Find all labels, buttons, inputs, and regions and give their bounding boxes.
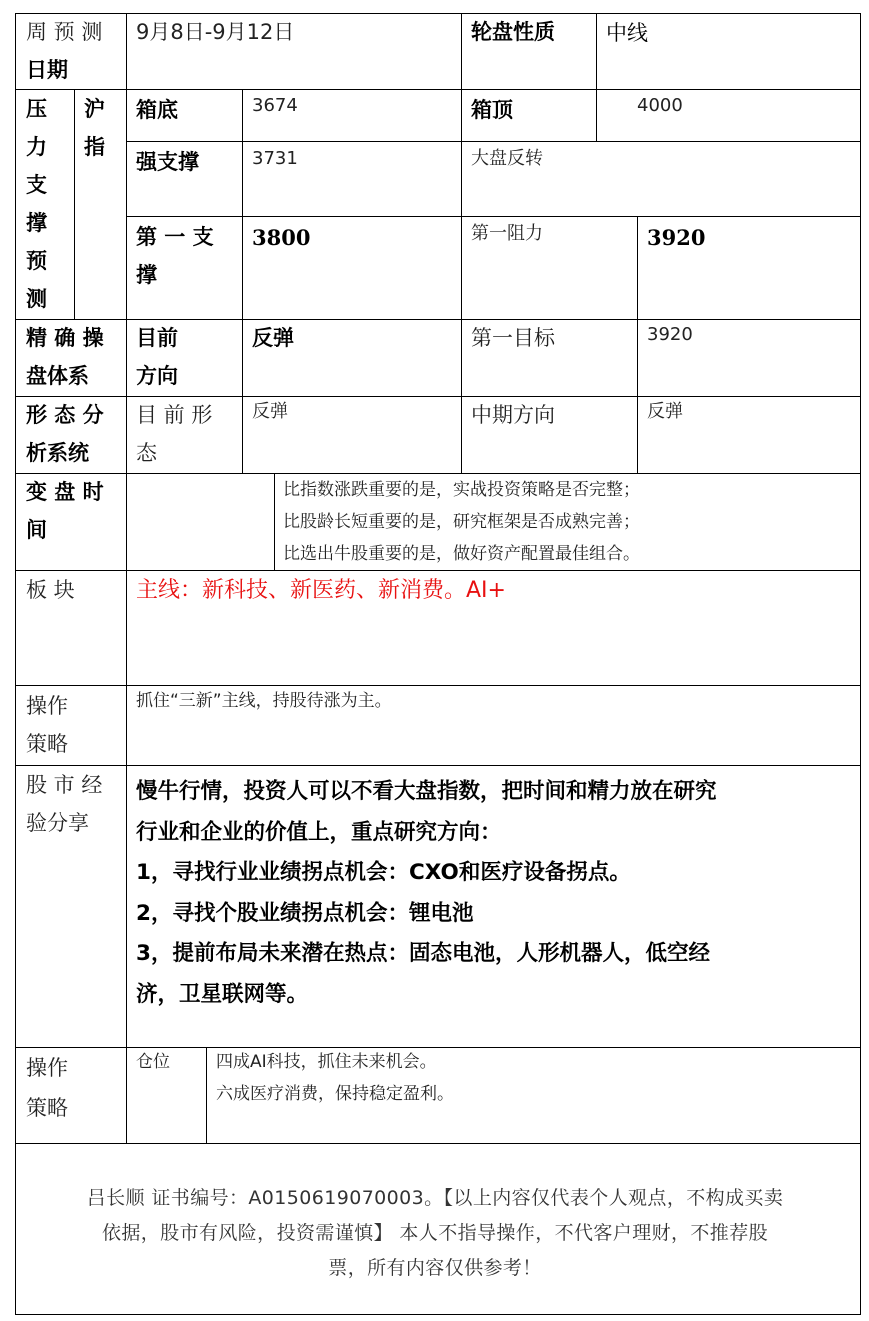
- sector-value: 主线：新科技、新医药、新消费。AI+: [136, 578, 506, 603]
- experience-text: 慢牛行情，投资人可以不看大盘指数，把时间和精力放在研究 行业和企业的价值上，重点研究方向： 1，寻找行业业绩拐点机会：CXO和医疗设备拐点。 2，寻找个股业绩拐点机会：锂电池 3，提前布局未来潜在热点：固态电池，人形机器人，低空经 济，卫星联网等。: [136, 779, 717, 1007]
- week-label: 周 预 测: [26, 20, 103, 44]
- first-resistance-label: 第一阻力: [471, 223, 543, 244]
- position-label: 仓位: [136, 1052, 170, 1072]
- strong-support-value: 3731: [252, 148, 298, 169]
- mid-direction-label: 中期方向: [471, 403, 555, 427]
- cycle-value: 中线: [606, 21, 648, 45]
- cycle-label: 轮盘性质: [471, 20, 555, 44]
- first-target-label: 第一目标: [471, 326, 555, 350]
- week-label-date: 日期: [26, 58, 68, 82]
- box-top-value: 4000: [637, 95, 683, 116]
- market-note: 大盘反转: [471, 148, 543, 169]
- first-resistance-value: 3920: [647, 225, 706, 250]
- first-support-value: 3800: [252, 225, 311, 250]
- first-target-value: 3920: [647, 324, 693, 345]
- box-bottom-value: 3674: [252, 95, 298, 116]
- disclaimer-footer: 吕长顺 证书编号：A0150619070003。【以上内容仅代表个人观点，不构成买卖 依据，股市有风险，投资需谨慎】 本人不指导操作，不代客户理财，不推荐股 票，所有内容仅供参考！: [86, 1187, 784, 1279]
- mid-direction-value: 反弹: [647, 401, 683, 422]
- strong-support-label: 强支撑: [136, 150, 199, 174]
- box-bottom-label: 箱底: [136, 98, 178, 122]
- box-top-label: 箱顶: [471, 98, 513, 122]
- sector-label: 板 块: [26, 578, 75, 602]
- current-direction-value: 反弹: [252, 326, 294, 350]
- strategy-value: 抓住“三新”主线，持股待涨为主。: [136, 691, 392, 711]
- week-date: 9月8日-9月12日: [136, 20, 295, 44]
- current-pattern-value: 反弹: [252, 401, 288, 422]
